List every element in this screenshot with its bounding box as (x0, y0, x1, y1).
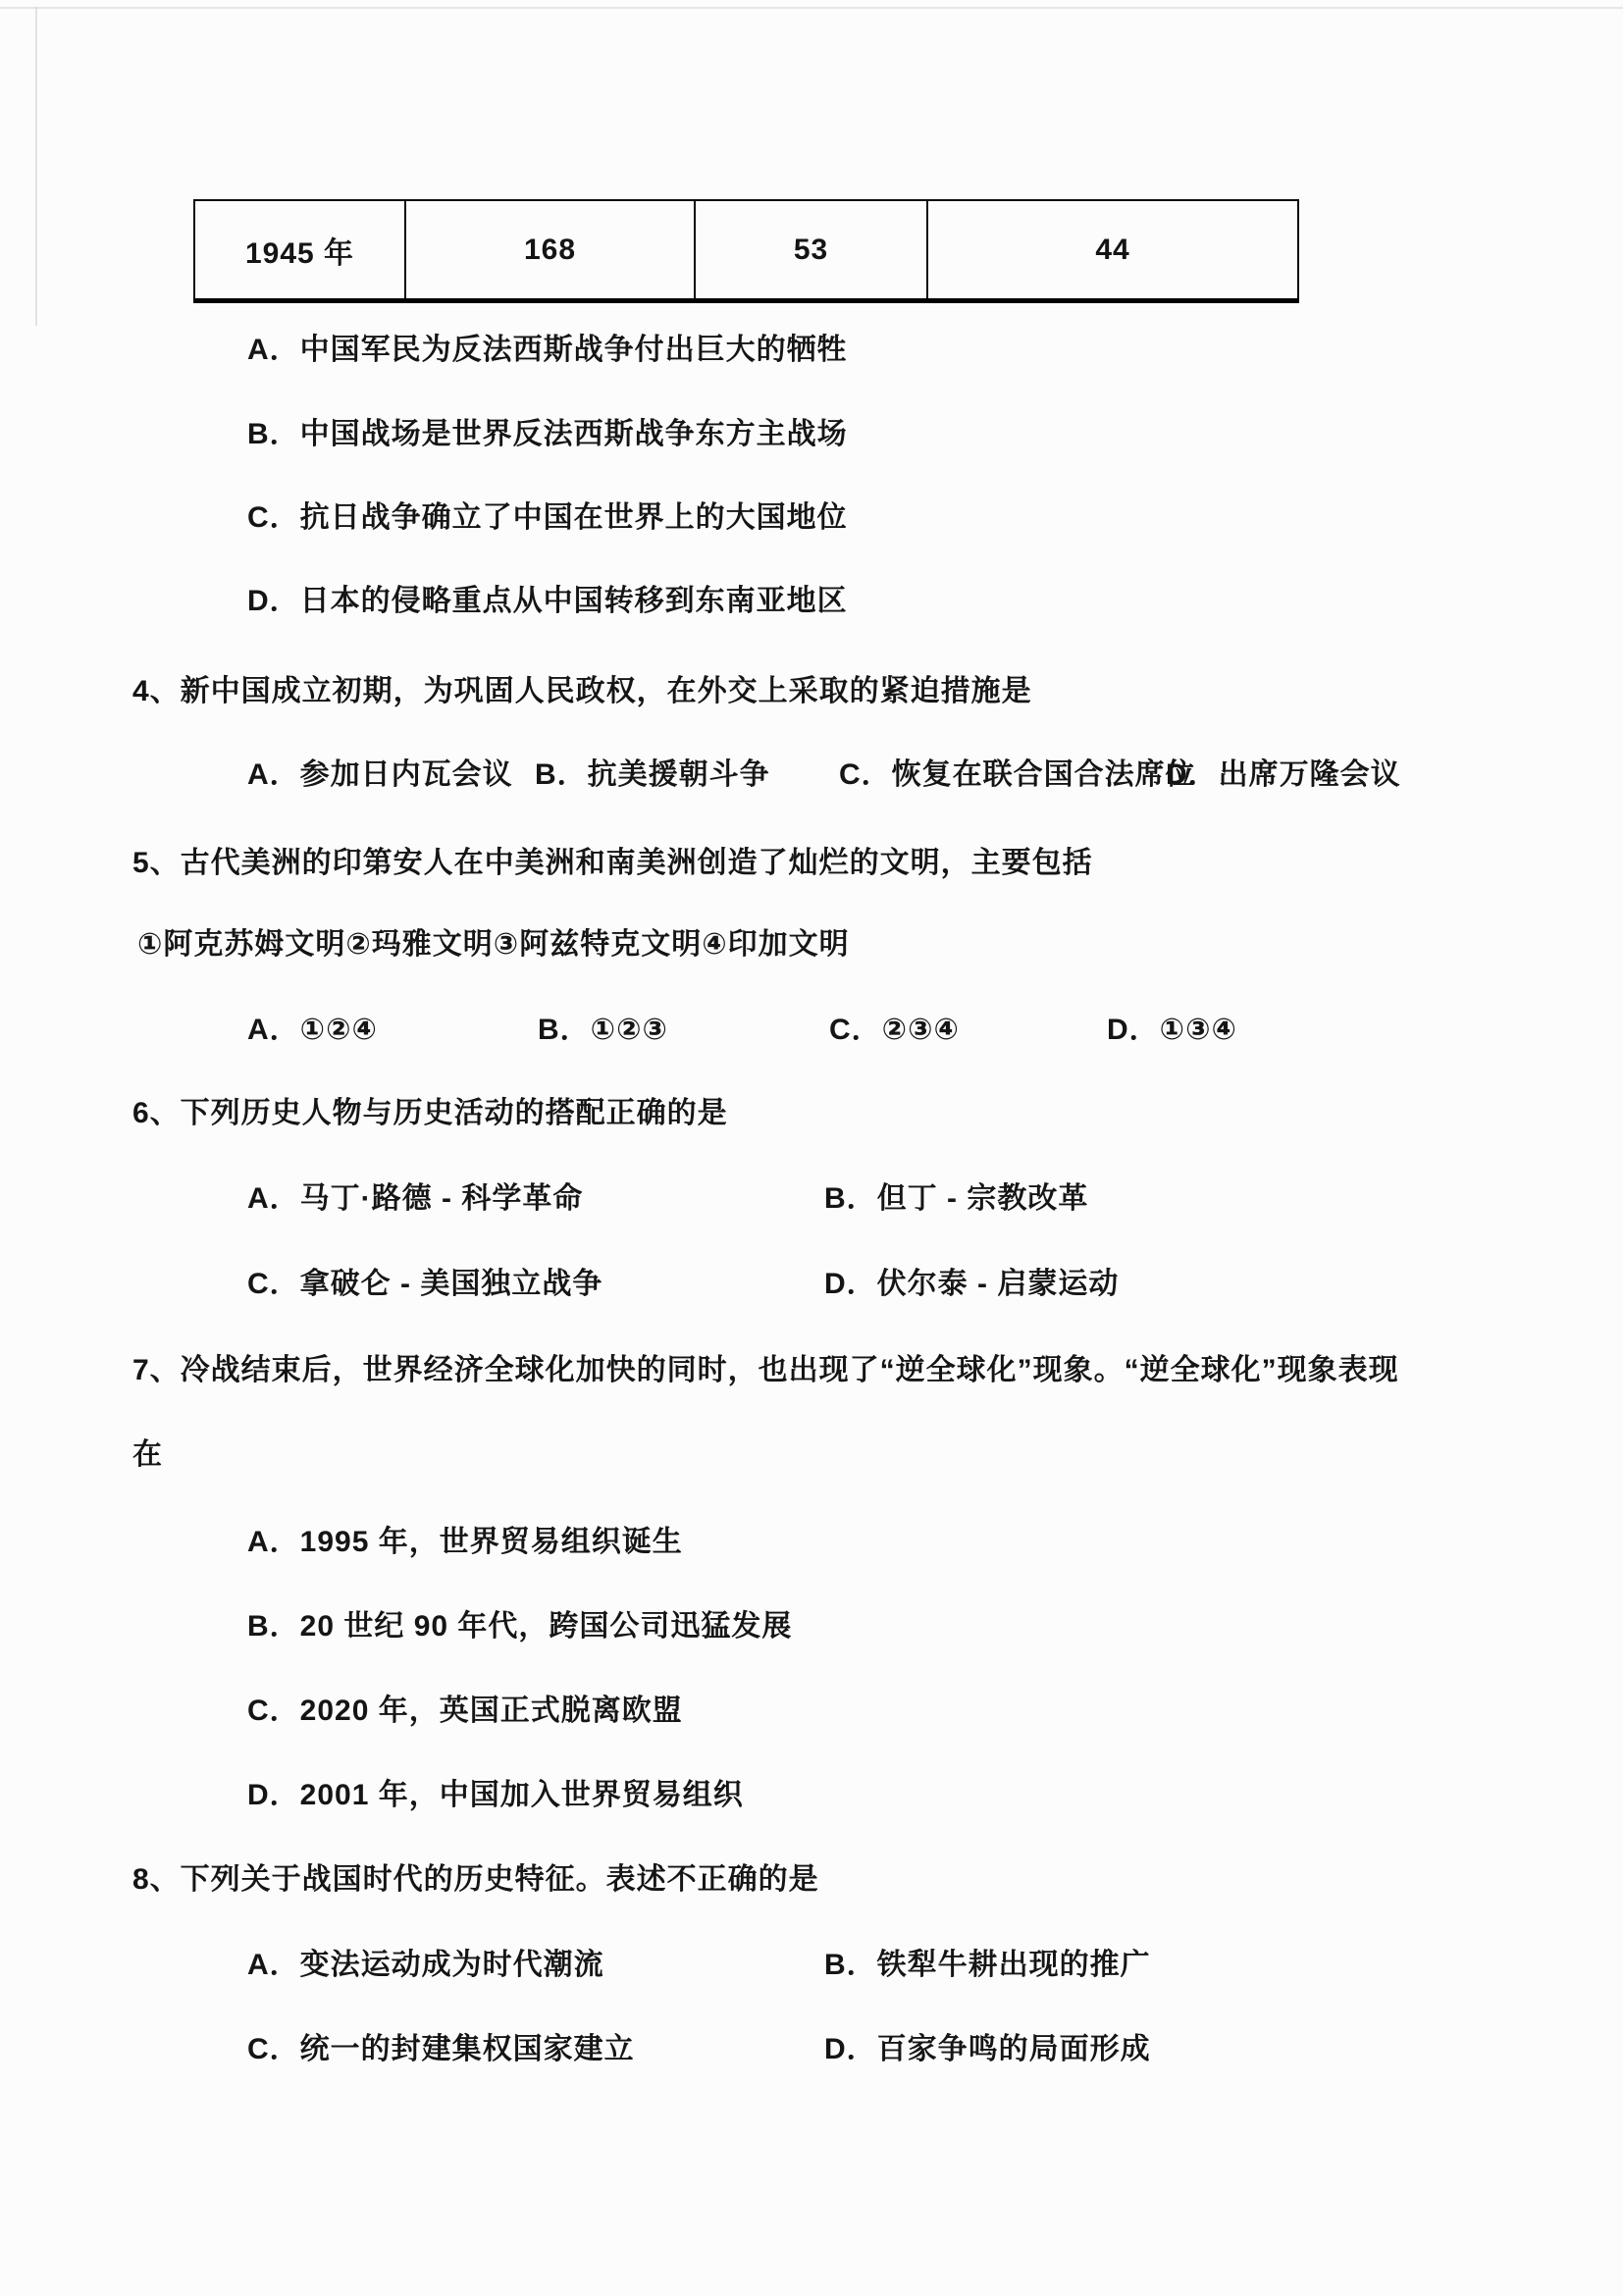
q4-option-d: D．出席万隆会议 (1166, 758, 1401, 791)
q3-option-b: B．中国战场是世界反法西斯战争东方主战场 (247, 418, 848, 450)
q5-option-b: B．①②③ (538, 1014, 668, 1046)
q8-option-d: D．百家争鸣的局面形成 (824, 2033, 1151, 2065)
q7-option-b: B．20 世纪 90 年代，跨国公司迅猛发展 (247, 1610, 793, 1643)
q4-option-b: B．抗美援朝斗争 (535, 758, 770, 791)
q7-option-d: D．2001 年，中国加入世界贸易组织 (247, 1779, 744, 1811)
scan-artifact-left-line (35, 7, 37, 326)
table-cell-col3: 53 (695, 200, 927, 301)
q4-option-c: C．恢复在联合国合法席位 (839, 758, 1196, 791)
q5-items-line: ①阿克苏姆文明②玛雅文明③阿兹特克文明④印加文明 (137, 928, 850, 961)
q5-stem: 5、古代美洲的印第安人在中美洲和南美洲创造了灿烂的文明，主要包括 (132, 847, 1093, 879)
q6-option-c: C．拿破仑 - 美国独立战争 (247, 1268, 603, 1300)
q3-option-d: D．日本的侵略重点从中国转移到东南亚地区 (247, 585, 848, 617)
q8-stem: 8、下列关于战国时代的历史特征。表述不正确的是 (132, 1863, 819, 1896)
q4-option-a: A．参加日内瓦会议 (247, 758, 513, 791)
q5-option-d: D．①③④ (1107, 1014, 1237, 1046)
q6-option-b: B．但丁 - 宗教改革 (824, 1182, 1089, 1215)
q7-stem-line1: 7、冷战结束后，世界经济全球化加快的同时，也出现了“逆全球化”现象。“逆全球化”现象表现 (132, 1354, 1399, 1386)
q6-stem: 6、下列历史人物与历史活动的搭配正确的是 (132, 1097, 728, 1129)
q4-stem: 4、新中国成立初期，为巩固人民政权，在外交上采取的紧迫措施是 (132, 675, 1032, 707)
q6-option-a: A．马丁·路德 - 科学革命 (247, 1182, 584, 1215)
q5-option-c: C．②③④ (829, 1014, 960, 1046)
q8-option-c: C．统一的封建集权国家建立 (247, 2033, 635, 2065)
table-row (194, 200, 1298, 301)
q7-stem-line2: 在 (132, 1438, 163, 1471)
q7-option-c: C．2020 年，英国正式脱离欧盟 (247, 1695, 683, 1727)
q8-option-a: A．变法运动成为时代潮流 (247, 1949, 604, 1981)
statistics-table-fragment (193, 199, 1299, 303)
q5-option-a: A．①②④ (247, 1014, 378, 1046)
scan-artifact-top-line (0, 7, 1623, 9)
q6-option-d: D．伏尔泰 - 启蒙运动 (824, 1268, 1120, 1300)
q3-option-a: A．中国军民为反法西斯战争付出巨大的牺牲 (247, 334, 848, 366)
table-cell-col4: 44 (927, 200, 1298, 301)
q3-option-c: C．抗日战争确立了中国在世界上的大国地位 (247, 501, 848, 534)
q8-option-b: B．铁犁牛耕出现的推广 (824, 1949, 1151, 1981)
q7-option-a: A．1995 年，世界贸易组织诞生 (247, 1526, 683, 1558)
table-cell-year: 1945 年 (194, 200, 405, 301)
table-cell-col2: 168 (405, 200, 695, 301)
